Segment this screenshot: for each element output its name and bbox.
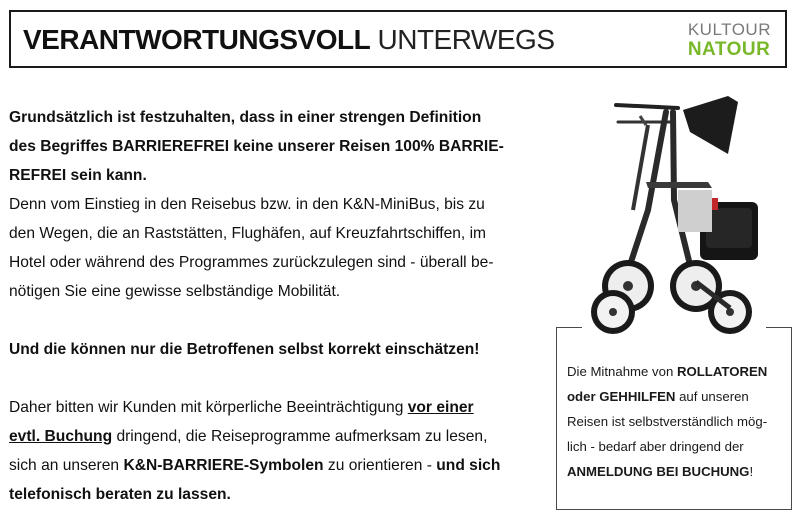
header-box (9, 10, 787, 68)
title-bold: VERANTWORTUNGSVOLL (23, 24, 371, 55)
title-light: UNTERWEGS (377, 24, 555, 55)
intro-line: des Begriffes BARRIEREFREI keine unserer Reisen 100% BARRIE- (9, 138, 504, 155)
intro-line: REFREI sein kann. (9, 167, 147, 184)
advice-bold: und sich (436, 457, 501, 474)
info-line: auf unseren (675, 389, 749, 404)
advice-text: Daher bitten wir Kunden mit körperliche Beeinträchtigung (9, 399, 408, 416)
main-text (9, 103, 519, 509)
paragraph-advice (9, 393, 519, 509)
advice-bold: K&N-BARRIERE-Symbolen (123, 457, 324, 474)
info-line: Reisen ist selbstverständlich mög- (567, 414, 768, 429)
logo-line2: NATOUR (687, 39, 771, 60)
paragraph-intro (9, 103, 519, 306)
body-line: den Wegen, die an Raststätten, Flughäfen, auf Kreuzfahrtschiffen, im (9, 225, 487, 242)
info-bold: ROLLATOREN (676, 364, 768, 379)
paragraph-emphasis (9, 335, 519, 364)
page-title (23, 24, 555, 56)
rollator-image (578, 90, 793, 340)
advice-underline: evtl. Buchung (9, 428, 113, 445)
advice-underline: vor einer (407, 399, 474, 416)
info-bold: oder GEHHILFEN (567, 389, 676, 404)
body-line: nötigen Sie eine gewisse selbständige Mobilität. (9, 283, 341, 300)
body-line: Hotel oder während des Programmes zurückzulegen sind - überall be- (9, 254, 494, 271)
body-line: Denn vom Einstieg in den Reisebus bzw. in den K&N-MiniBus, bis zu (9, 196, 485, 213)
info-line: lich - bedarf aber dringend der (567, 439, 744, 454)
info-line: Die Mitnahme von (567, 364, 677, 379)
info-text (567, 359, 783, 484)
logo-line1: KULTOUR (687, 20, 771, 39)
emphasis-line: Und die können nur die Betroffenen selbst korrekt einschätzen! (9, 341, 480, 358)
advice-text: sich an unseren (9, 457, 124, 474)
advice-text: zu orientieren - (323, 457, 437, 474)
advice-bold: telefonisch beraten zu lassen. (9, 486, 231, 503)
intro-line: Grundsätzlich ist festzuhalten, dass in einer strengen Definition (9, 109, 482, 126)
advice-text: dringend, die Reiseprogramme aufmerksam zu lesen, (112, 428, 488, 445)
brand-logo (688, 20, 771, 60)
info-box (556, 327, 792, 510)
info-bold: ANMELDUNG BEI BUCHUNG (567, 464, 750, 479)
info-line: ! (749, 464, 754, 479)
